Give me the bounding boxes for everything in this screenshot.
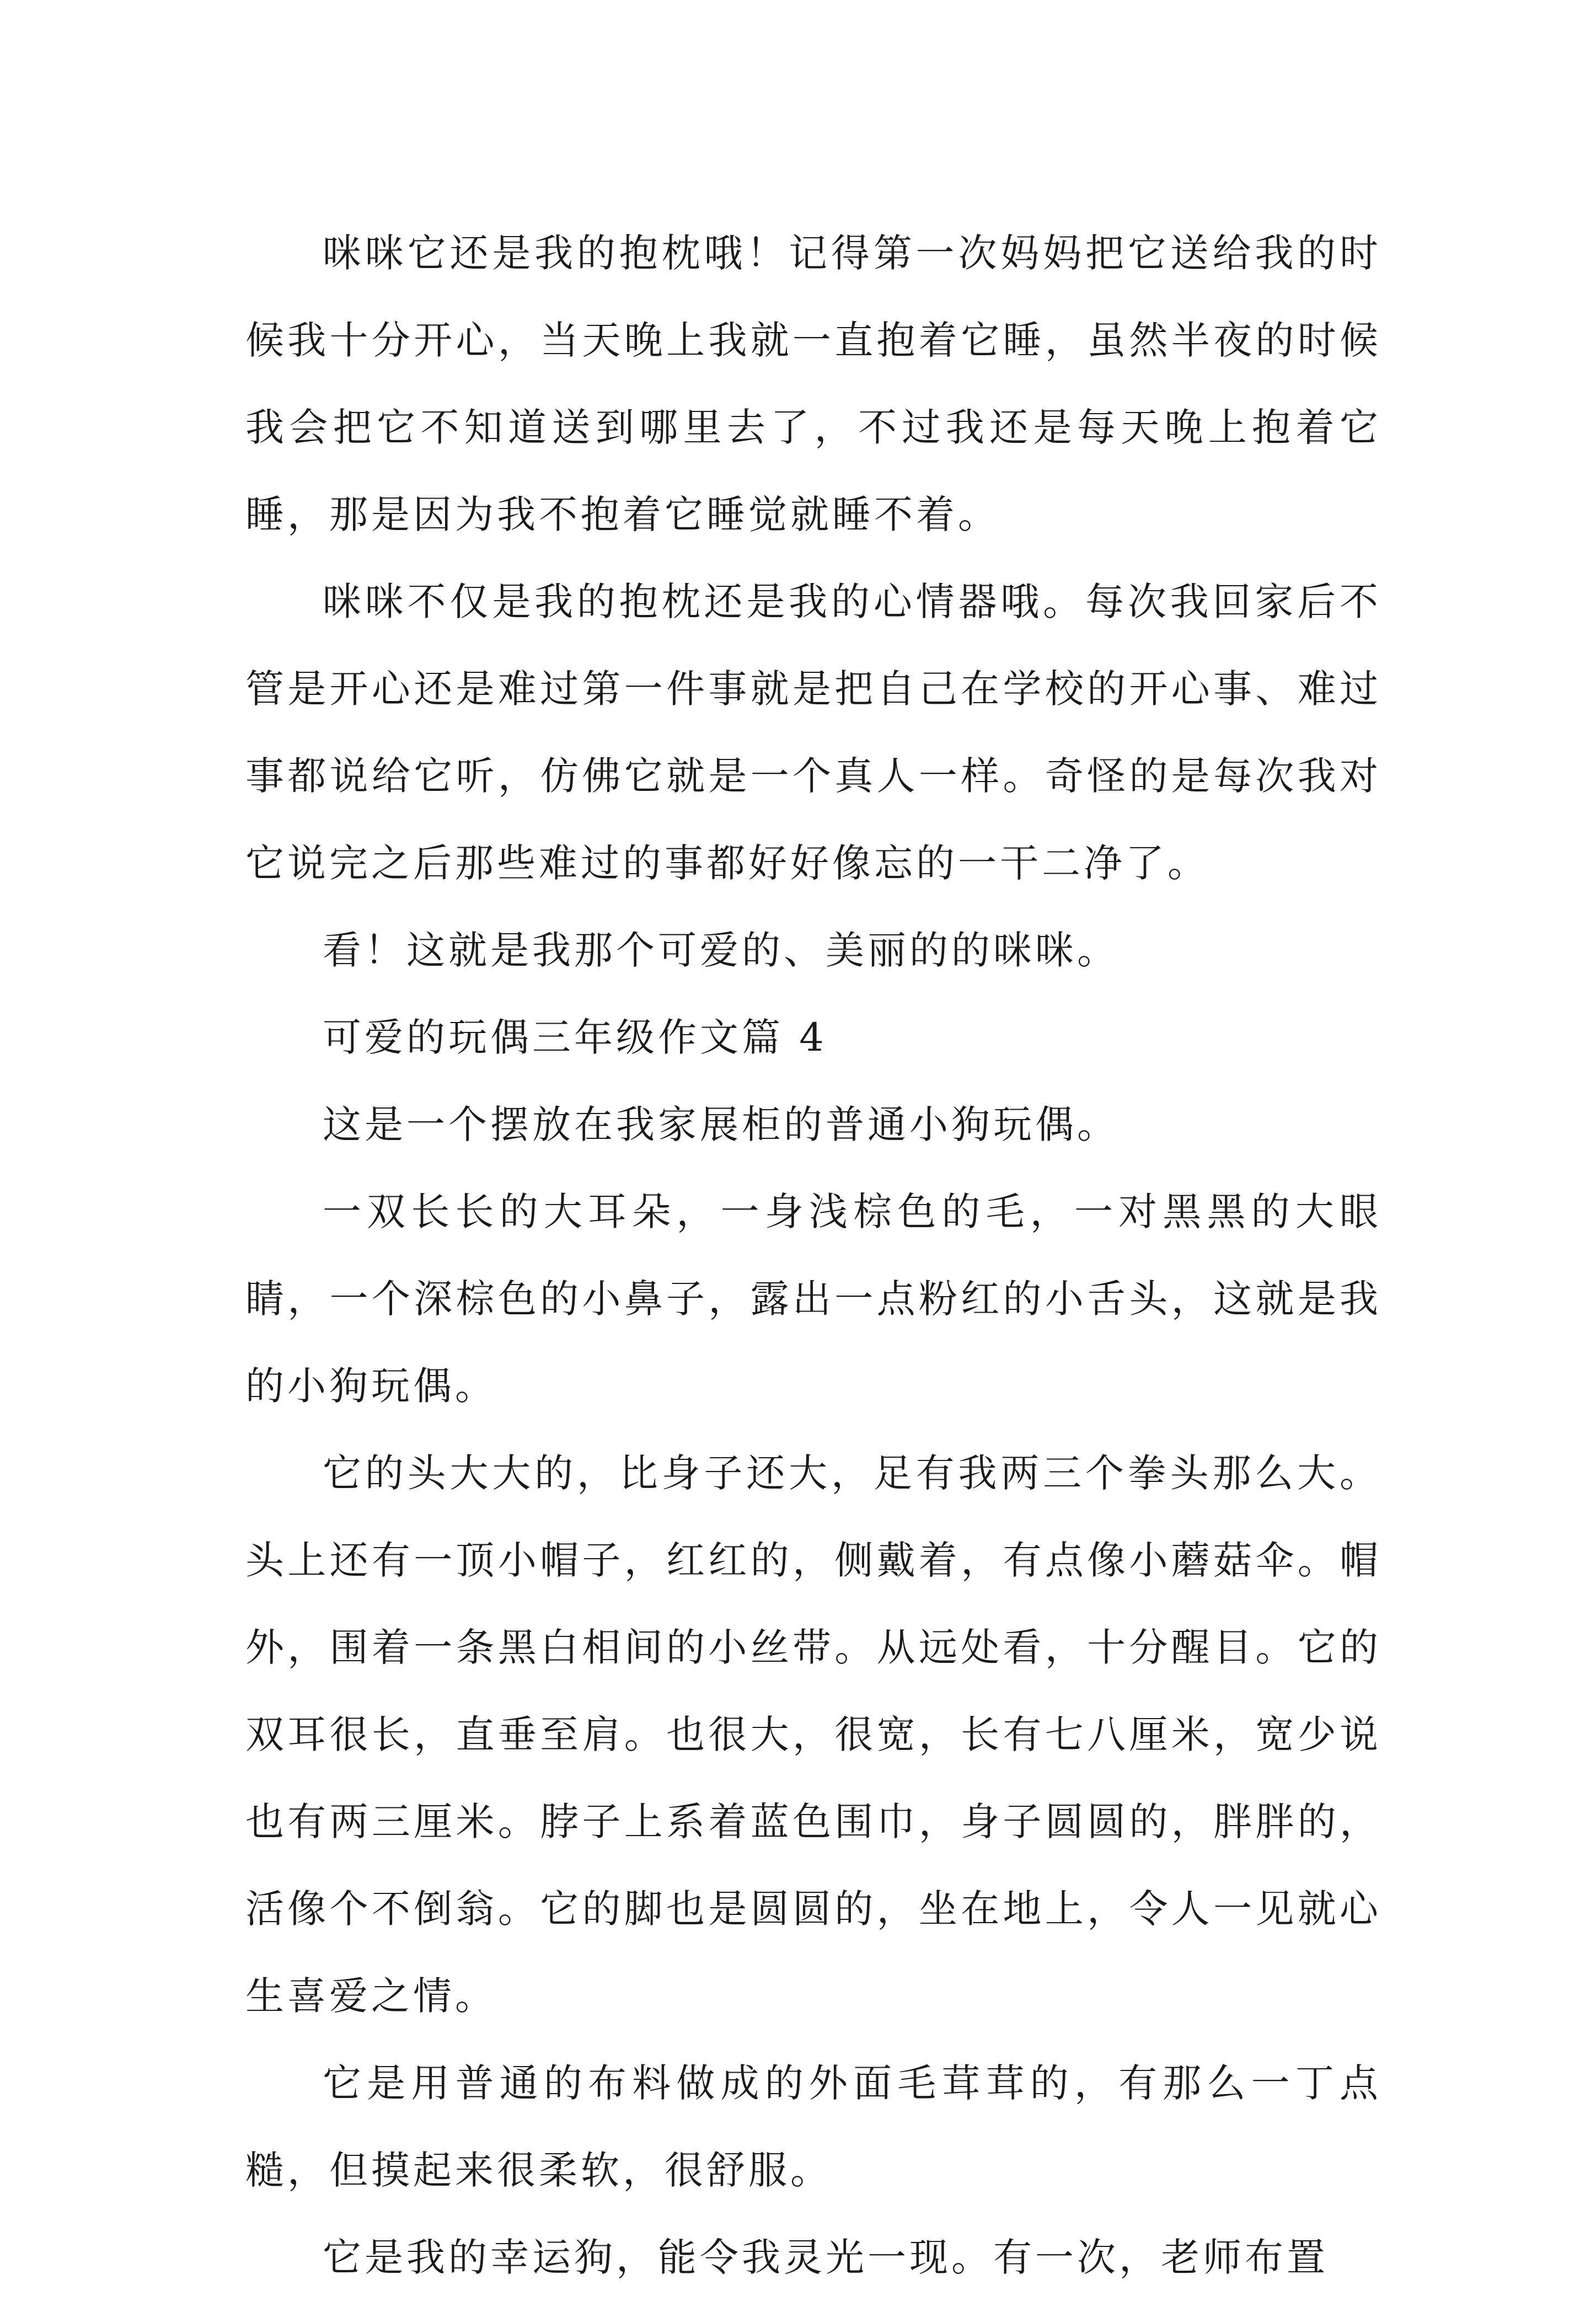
- article-body: [245, 210, 1381, 2301]
- paragraph-look: 看！这就是我那个可爱的、美丽的的咪咪。: [323, 928, 1119, 973]
- section-heading: 可爱的玩偶三年级作文篇 4: [323, 1015, 827, 1060]
- paragraph-intro: 这是一个摆放在我家展柜的普通小狗玩偶。: [323, 1102, 1119, 1147]
- paragraph-material: 它是用普通的布料做成的外面毛茸茸的，有那么一丁点糙，但摸起来很柔软，很舒服。: [245, 2061, 1381, 2193]
- paragraph-lucky: 它是我的幸运狗，能令我灵光一现。有一次，老师布置: [323, 2235, 1329, 2280]
- paragraph-head: 它的头大大的，比身子还大，足有我两三个拳头那么大。头上还有一顶小帽子，红红的，侧戴着，有点像小蘑菇伞。帽外，围着一条黑白相间的小丝带。从远处看，十分醒目。它的双耳很长，直垂至肩。也很大，很宽，长有七八厘米，宽少说也有两三厘米。脖子上系着蓝色围巾，身子圆圆的，胖胖的，活像个不倒翁。它的脚也是圆圆的，坐在地上，令人一见就心生喜爱之情。: [245, 1451, 1381, 2019]
- paragraph-pillow: 咪咪它还是我的抱枕哦！记得第一次妈妈把它送给我的时候我十分开心，当天晚上我就一直抱着它睡，虽然半夜的时候我会把它不知道送到哪里去了，不过我还是每天晚上抱着它睡，那是因为我不抱着它睡觉就睡不着。: [245, 231, 1381, 537]
- paragraph-appearance: 一双长长的大耳朵，一身浅棕色的毛，一对黑黑的大眼睛，一个深棕色的小鼻子，露出一点粉红的小舌头，这就是我的小狗玩偶。: [245, 1189, 1381, 1409]
- paragraph-mood: 咪咪不仅是我的抱枕还是我的心情器哦。每次我回家后不管是开心还是难过第一件事就是把自己在学校的开心事、难过事都说给它听，仿佛它就是一个真人一样。奇怪的是每次我对它说完之后那些难过的事都好好像忘的一干二净了。: [245, 579, 1381, 886]
